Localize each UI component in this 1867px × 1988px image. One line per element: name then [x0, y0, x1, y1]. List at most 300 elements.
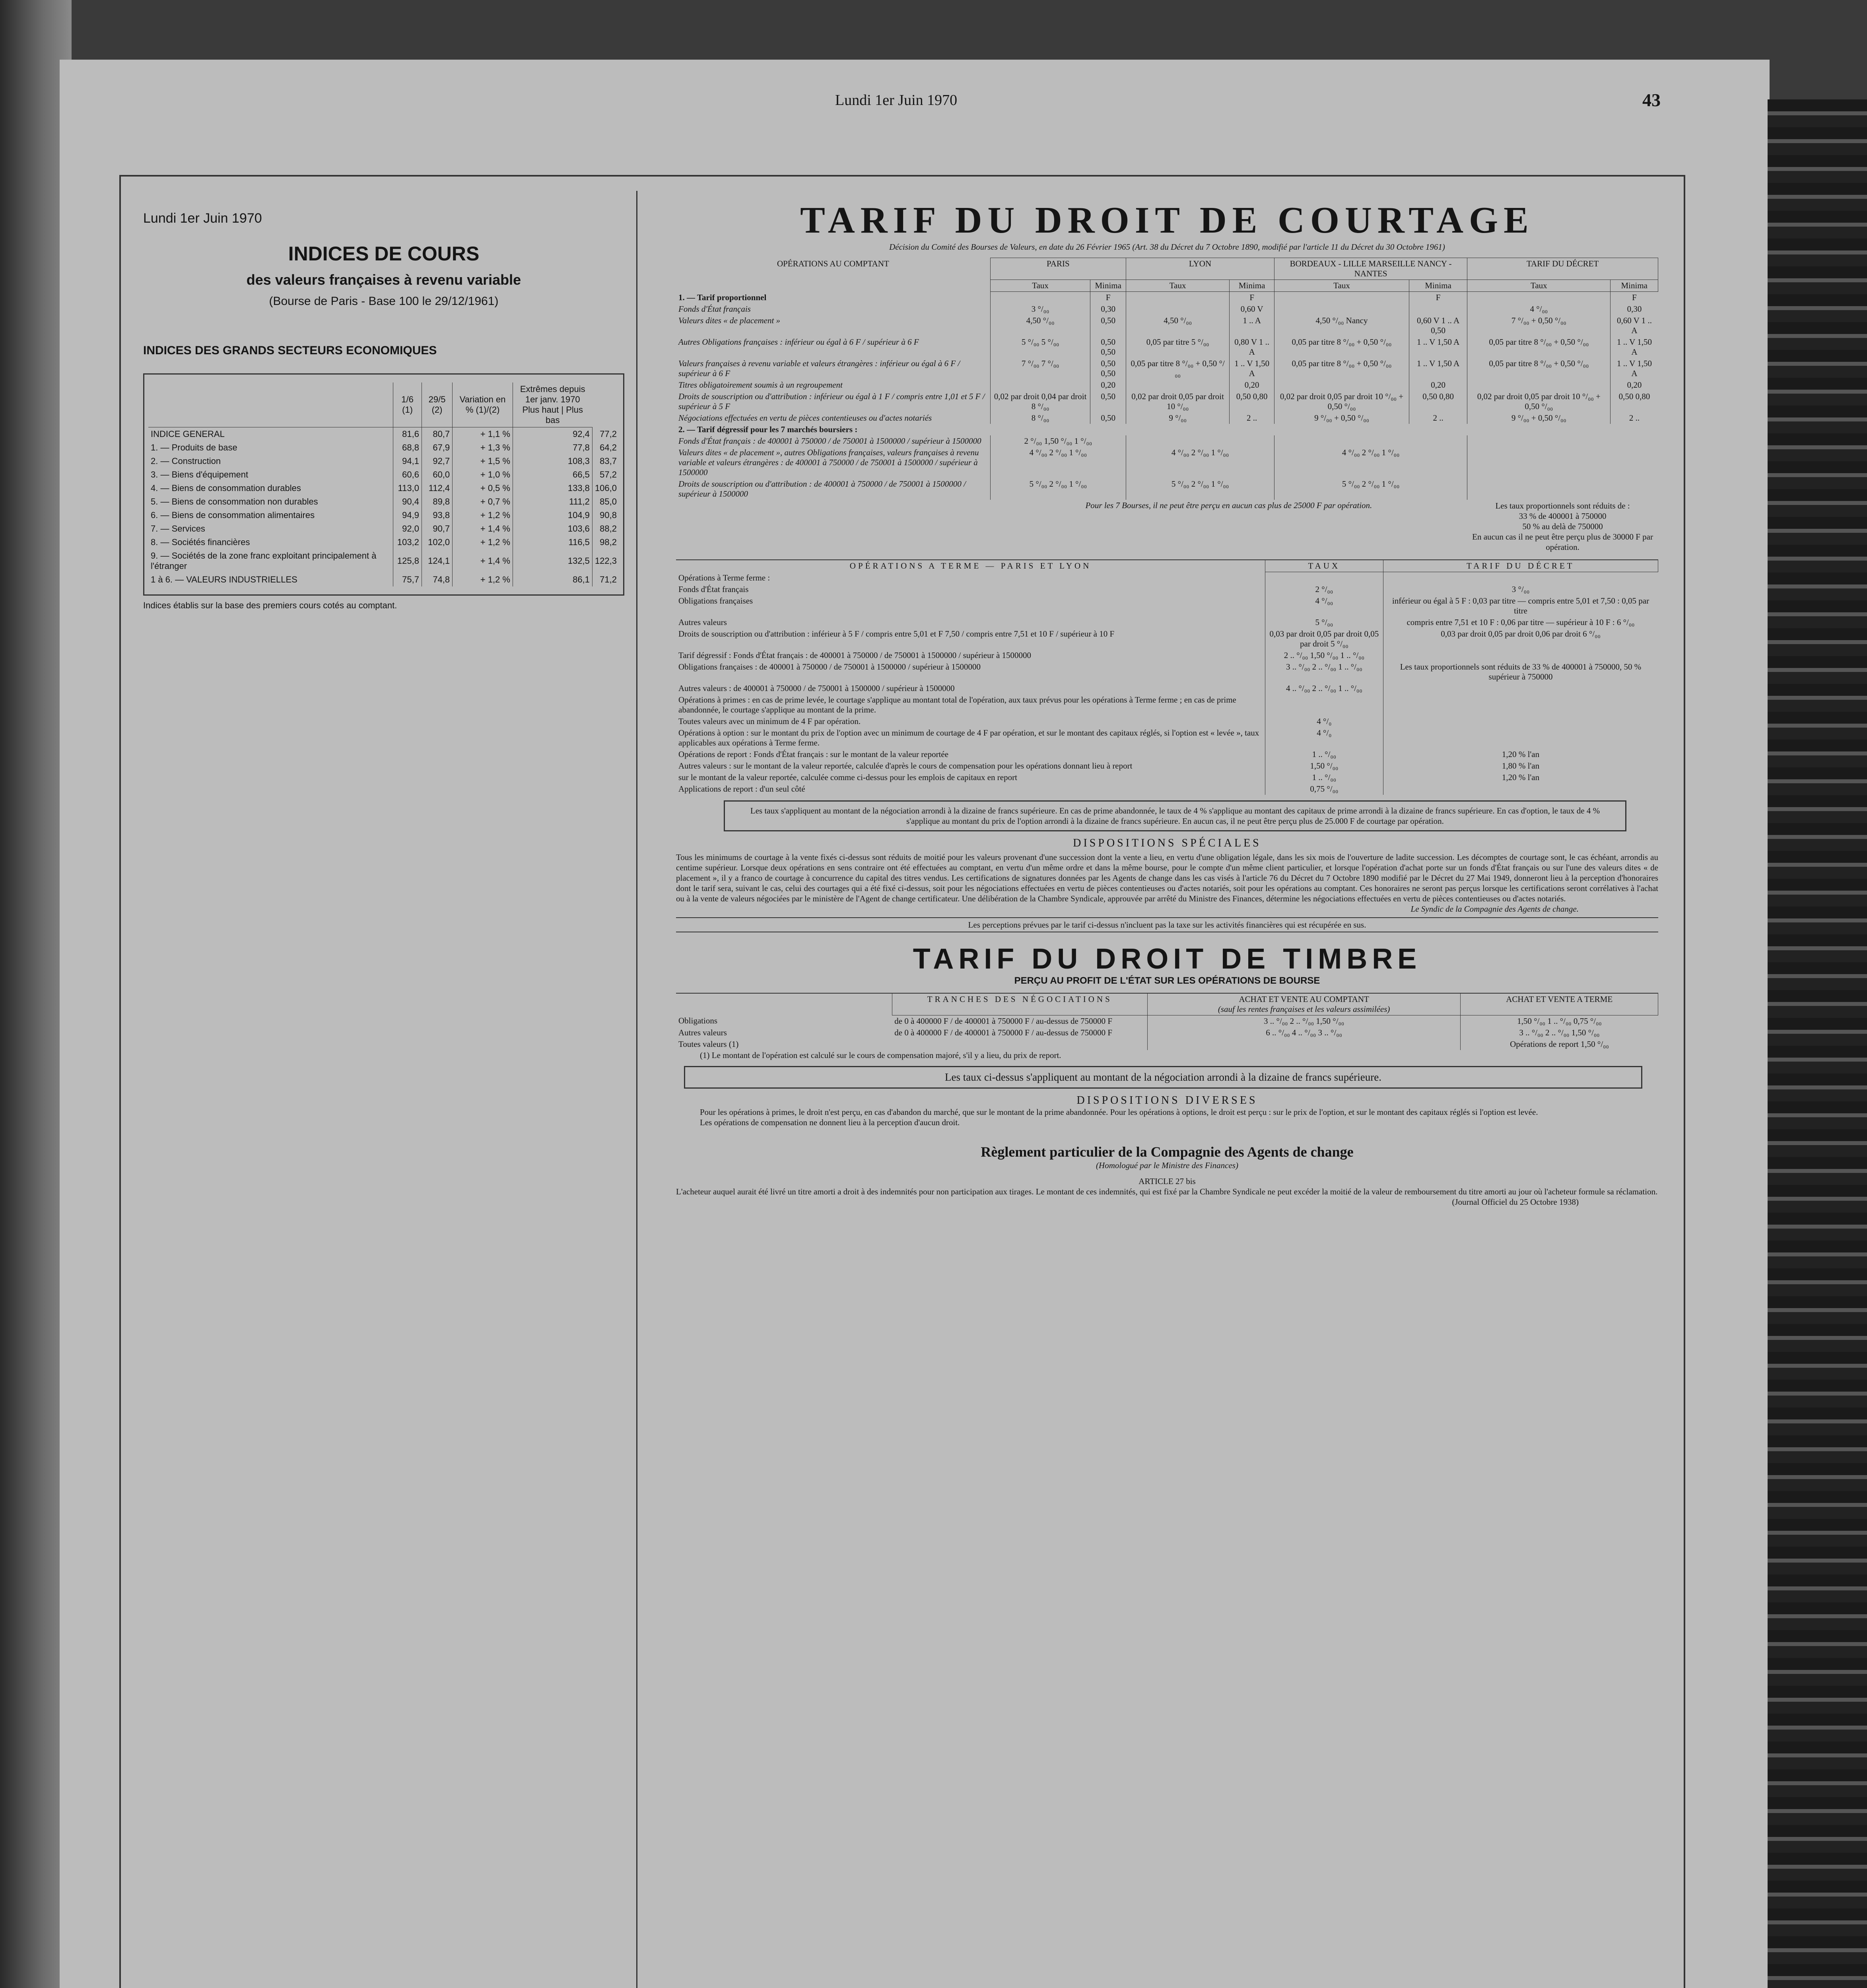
proportional-row	[676, 391, 1658, 412]
terme-decret: 1,80 % l'an	[1383, 760, 1658, 772]
deg-bordeaux: 4 °/₀₀ 2 °/₀₀ 1 °/₀₀	[1274, 447, 1467, 478]
th-label	[148, 382, 393, 427]
timbre-comptant	[1147, 1039, 1461, 1050]
row-v2: 92,7	[422, 454, 452, 468]
row-var: + 1,4 %	[453, 549, 513, 573]
indices-table-body	[148, 427, 619, 587]
timbre-row	[676, 1015, 1658, 1027]
prop-pm: 0,50 0,50	[1090, 358, 1126, 379]
row-hi: 108,3	[513, 454, 593, 468]
terme-label: Applications de report : d'un seul côté	[678, 784, 805, 794]
terme-row	[676, 727, 1658, 749]
row-hi: 92,4	[513, 427, 593, 441]
terme-row	[676, 716, 1658, 727]
terme-taux: 4 .. °/₀₀ 2 .. °/₀₀ 1 .. °/₀₀	[1265, 683, 1383, 694]
terme-col-taux: TAUX	[1265, 560, 1383, 572]
col-lyon: LYON	[1126, 258, 1274, 280]
terme-row	[676, 661, 1658, 683]
degressive-row	[676, 435, 1658, 447]
terme-decret	[1383, 783, 1658, 795]
prop-b	[1274, 379, 1409, 391]
disp-speciales-title: DISPOSITIONS SPÉCIALES	[1073, 837, 1261, 849]
prop-bm: 0,60 V 1 .. A 0,50	[1409, 315, 1467, 336]
row-v1: 75,7	[393, 573, 422, 586]
terme-label: Autres valeurs : de 400001 à 750000 / de 750001 à 1500000 / supérieur à 1500000	[678, 683, 955, 693]
prop-dm: 0,30	[1611, 303, 1658, 315]
row-hi: 103,6	[513, 522, 593, 536]
prop-b: 9 °/₀₀ + 0,50 °/₀₀	[1274, 412, 1409, 424]
binding-spine	[1768, 99, 1867, 1988]
col-paris: PARIS	[990, 258, 1126, 280]
timbre-th-blank	[676, 993, 892, 1015]
row-var: + 1,4 %	[453, 522, 513, 536]
f-unit-spacer-2	[1126, 292, 1229, 304]
prop-p: 8 °/₀₀	[990, 412, 1090, 424]
terme-title: OPÉRATIONS A TERME — PARIS ET LYON	[849, 561, 1092, 571]
row-lo: 98,2	[592, 536, 619, 549]
terme-taux: 1,50 °/₀₀	[1265, 760, 1383, 772]
indices-footnote: Indices établis sur la base des premiers cours cotés au comptant.	[143, 600, 397, 610]
f-unit-spacer-1	[990, 292, 1090, 304]
disp-signature: Le Syndic de la Compagnie des Agents de change.	[1410, 904, 1579, 914]
terme-label: Obligations françaises	[678, 596, 753, 606]
terme-row	[676, 584, 1658, 595]
proportional-row	[676, 412, 1658, 424]
prop-d: 0,05 par titre 8 °/₀₀ + 0,50 °/₀₀	[1467, 358, 1611, 379]
section-heading: INDICES DES GRANDS SECTEURS ECONOMIQUES	[143, 344, 437, 357]
timbre-terme: 3 .. °/₀₀ 2 .. °/₀₀ 1,50 °/₀₀	[1461, 1027, 1658, 1039]
col-decret: TARIF DU DÉCRET	[1467, 258, 1658, 280]
prop-d: 4 °/₀₀	[1467, 303, 1611, 315]
row-lo: 106,0	[592, 481, 619, 495]
h-min-2: Minima	[1230, 280, 1274, 292]
prop-p	[990, 379, 1090, 391]
timbre-box: Les taux ci-dessus s'appliquent au montant de la négociation arrondi à la dizaine de francs supérieure.	[684, 1066, 1642, 1089]
terme-rows	[676, 572, 1658, 795]
indices-row	[148, 481, 619, 495]
prop-lm: 0,80 V 1 .. A	[1230, 336, 1274, 358]
prop-bm: 0,20	[1409, 379, 1467, 391]
timbre-terme: Opérations de report 1,50 °/₀₀	[1461, 1039, 1658, 1050]
note-7-bourses: Pour les 7 Bourses, il ne peut être perçu en aucun cas plus de 25000 F par opération.	[1085, 501, 1372, 510]
reglement-text: L'acheteur auquel aurait été livré un titre amorti a droit à des indemnités pour non participation aux tirages. Le montant de ces indemnités, qui est fixé par la Chambre Syndicale ne peut excéder la moitié de la valeur de remboursement du titre amorti au jour où l'acheteur formule sa réclamation.	[676, 1186, 1658, 1196]
indices-row	[148, 468, 619, 481]
prop-dm: 0,20	[1611, 379, 1658, 391]
h-taux-1: Taux	[990, 280, 1090, 292]
decret-note-3: 50 % au delà de 750000	[1522, 522, 1603, 531]
row-lo: 122,3	[592, 549, 619, 573]
column-divider	[636, 191, 637, 1988]
prop-bm: 2 ..	[1409, 412, 1467, 424]
row-v1: 113,0	[393, 481, 422, 495]
deg-lyon: 4 °/₀₀ 2 °/₀₀ 1 °/₀₀	[1126, 447, 1274, 478]
row-var: + 1,2 %	[453, 573, 513, 586]
row-label: 3. — Biens d'équipement	[151, 470, 249, 480]
timbre-col-note: (sauf les rentes françaises et les valeurs assimilées)	[1218, 1004, 1390, 1014]
terme-label: Opérations à primes : en cas de prime levée, le courtage s'applique au montant total de l'opération, aux taux prévus pour les opérations à Terme ferme ; en cas de prime abandonnée, le courtage s'applique au montant de la prime.	[678, 695, 1236, 714]
h-min-3: Minima	[1409, 280, 1467, 292]
timbre-label: Toutes valeurs (1)	[678, 1039, 739, 1049]
th-var: Variation en % (1)/(2)	[453, 382, 513, 427]
deg-label: Valeurs dites « de placement », autres Obligations françaises, valeurs françaises à revenu variable et valeurs étrangères : de 400001 à 750000 / de 750001 à 1500000 / supérieur à 1500000	[678, 448, 979, 477]
h-taux-3: Taux	[1274, 280, 1409, 292]
row-lo: 83,7	[592, 454, 619, 468]
row-lo: 64,2	[592, 441, 619, 454]
row-v2: 90,7	[422, 522, 452, 536]
courtage-decision: Décision du Comité des Bourses de Valeurs, en date du 26 Février 1965 (Art. 38 du Décret du 7 Octobre 1890, modifié par l'article 11 du Décret du 30 Octobre 1961)	[889, 242, 1445, 252]
row-v2: 93,8	[422, 509, 452, 522]
row-label: 1 à 6. — VALEURS INDUSTRIELLES	[151, 575, 297, 584]
prop-dm: 0,60 V 1 .. A	[1611, 315, 1658, 336]
terme-decret: 1,20 % l'an	[1383, 749, 1658, 760]
row-hi: 116,5	[513, 536, 593, 549]
prop-lm: 0,20	[1230, 379, 1274, 391]
running-header-date: Lundi 1er Juin 1970	[835, 92, 958, 109]
disp-speciales-text: Tous les minimums de courtage à la vente fixés ci-dessus sont réduits de moitié pour les valeurs provenant d'une succession dont la vente a lieu, en vertu d'une obligation légale, dans les six mois de l'ouverture de ladite succession. Les décomptes de courtage sont, le cas échéant, arrondis au centime supérieur. Lorsque deux opérations en sens contraire ont été effectuées au comptant, en vertu d'un même ordre et dans la même bourse, pour le compte d'un même client particulier, et lorsque l'opération d'achat porte sur un fonds d'État français ou sur l'une des valeurs dites « de placement », il y a franco de courtage à concurrence du capital des titres vendus. Les certifications de signatures données par les Agents de change dans les cas visés à l'article 76 du Décret du 7 Octobre 1890 modifié par le Décret du 27 Mai 1949, donneront lieu à la perception d'honoraires dont le tarif sera, suivant le cas, celui des courtages qui a été fixé ci-dessus, soit pour les négociations effectuées en vertu de pièces contentieuses ou d'actes notariés, soit pour les opérations au comptant. Ces honoraires ne seront pas perçus lorsque les certifications seront corrélatives à l'achat ou à la vente de valeurs négociées par le ministère de l'Agent de change certificateur. Une délibération de la Chambre Syndicale, approuvée par arrêté du Ministre des Finances, détermine les négociations effectuées en vertu de pièces contentieuses ou d'actes notariés.	[676, 852, 1658, 903]
note7-spacer	[676, 500, 990, 553]
timbre-tranches: de 0 à 400000 F / de 400001 à 750000 F / au-dessus de 750000 F	[894, 1027, 1112, 1037]
prop-b	[1274, 303, 1409, 315]
row-hi: 133,8	[513, 481, 593, 495]
row-v1: 81,6	[393, 427, 422, 441]
indices-row	[148, 573, 619, 586]
indices-row	[148, 454, 619, 468]
row-v1: 92,0	[393, 522, 422, 536]
deg-decret	[1467, 435, 1658, 447]
deg-paris: 4 °/₀₀ 2 °/₀₀ 1 °/₀₀	[990, 447, 1126, 478]
prop-l: 0,02 par droit 0,05 par droit 10 °/₀₀	[1126, 391, 1229, 412]
terme-label: Toutes valeurs avec un minimum de 4 F par opération.	[678, 716, 861, 726]
prop-bm: 1 .. V 1,50 A	[1409, 358, 1467, 379]
deg-lyon	[1126, 435, 1274, 447]
prop-pm: 0,50	[1090, 315, 1126, 336]
row-lo: 88,2	[592, 522, 619, 536]
proportional-row	[676, 303, 1658, 315]
terme-decret: Les taux proportionnels sont réduits de 33 % de 400001 à 750000, 50 % supérieur à 750000	[1383, 661, 1658, 683]
f-unit-spacer-3	[1274, 292, 1409, 304]
prop-d: 0,02 par droit 0,05 par droit 10 °/₀₀ + 0,50 °/₀₀	[1467, 391, 1611, 412]
terme-decret	[1383, 694, 1658, 716]
proportional-rows	[676, 303, 1658, 424]
row-v1: 94,1	[393, 454, 422, 468]
timbre-footnote: (1) Le montant de l'opération est calculé sur le cours de compensation majoré, s'il y a lieu, du prix de report.	[700, 1050, 1061, 1060]
timbre-subtitle: PERÇU AU PROFIT DE L'ÉTAT SUR LES OPÉRATIONS DE BOURSE	[1014, 975, 1320, 986]
terme-taux: 1 .. °/₀₀	[1265, 749, 1383, 760]
terme-row	[676, 628, 1658, 650]
prop-lm: 1 .. A	[1230, 315, 1274, 336]
timbre-col-tranches: TRANCHES DES NÉGOCIATIONS	[892, 993, 1147, 1015]
comptant-table	[676, 258, 1658, 553]
terme-taux: 0,03 par droit 0,05 par droit 0,05 par droit 5 °/₀₀	[1265, 628, 1383, 650]
column-date: Lundi 1er Juin 1970	[143, 211, 262, 226]
row-v1: 60,6	[393, 468, 422, 481]
f-unit-3: F	[1409, 292, 1467, 304]
indices-column	[143, 211, 624, 611]
prop-label: Valeurs françaises à revenu variable et valeurs étrangères : inférieur ou égal à 6 F / supérieur à 6 F	[678, 359, 960, 378]
prop-label: Fonds d'État français	[678, 304, 751, 314]
row-label: 8. — Sociétés financières	[151, 537, 250, 547]
h-taux-2: Taux	[1126, 280, 1229, 292]
row-label: 1. — Produits de base	[151, 443, 237, 452]
prop-b: 0,05 par titre 8 °/₀₀ + 0,50 °/₀₀	[1274, 358, 1409, 379]
proportional-row	[676, 379, 1658, 391]
row-hi: 132,5	[513, 549, 593, 573]
prop-bm: 0,50 0,80	[1409, 391, 1467, 412]
prop-lm: 1 .. V 1,50 A	[1230, 358, 1274, 379]
row-v2: 124,1	[422, 549, 452, 573]
terme-decret: compris entre 7,51 et 10 F : 0,06 par titre — supérieur à 10 F : 6 °/₀₀	[1383, 617, 1658, 628]
row-label: INDICE GENERAL	[151, 429, 225, 439]
degressive-row	[676, 478, 1658, 500]
row-v2: 67,9	[422, 441, 452, 454]
terme-row	[676, 595, 1658, 617]
row-hi: 86,1	[513, 573, 593, 586]
deg-decret	[1467, 447, 1658, 478]
row-hi: 104,9	[513, 509, 593, 522]
f-unit-spacer-4	[1467, 292, 1611, 304]
indices-row	[148, 427, 619, 441]
timbre-tranches	[892, 1039, 1147, 1050]
deg-paris: 5 °/₀₀ 2 °/₀₀ 1 °/₀₀	[990, 478, 1126, 500]
disp-diverses-title: DISPOSITIONS DIVERSES	[1076, 1094, 1258, 1107]
decret-note-4: En aucun cas il ne peut être perçu plus de 30000 F par opération.	[1472, 532, 1653, 552]
timbre-col-comptant	[1147, 993, 1461, 1015]
row-var: + 1,5 %	[453, 454, 513, 468]
timbre-table	[676, 993, 1658, 1050]
decret-note-1: Les taux proportionnels sont réduits de :	[1495, 501, 1630, 511]
timbre-terme: 1,50 °/₀₀ 1 .. °/₀₀ 0,75 °/₀₀	[1461, 1015, 1658, 1027]
prop-b: 0,02 par droit 0,05 par droit 10 °/₀₀ + 0,50 °/₀₀	[1274, 391, 1409, 412]
terme-decret: 0,03 par droit 0,05 par droit 0,06 par droit 6 °/₀₀	[1383, 628, 1658, 650]
deg-bordeaux	[1274, 435, 1467, 447]
timbre-comptant: 3 .. °/₀₀ 2 .. °/₀₀ 1,50 °/₀₀	[1147, 1015, 1461, 1027]
row-v2: 74,8	[422, 573, 452, 586]
terme-note-box: Les taux s'appliquent au montant de la négociation arrondi à la dizaine de francs supérieure. En cas de prime abandonnée, le taux de 4 % s'applique au montant des capitaux de prime arrondi à la dizaine de francs supérieure. En cas d'option, le taux de 4 % s'applique au montant du prix de l'option arrondi à la dizaine de francs supérieure. En aucun cas, il ne peut être perçu plus de 25.000 F de courtage par opération.	[724, 800, 1626, 831]
prop-d: 0,05 par titre 8 °/₀₀ + 0,50 °/₀₀	[1467, 336, 1611, 358]
prop-dm: 1 .. V 1,50 A	[1611, 358, 1658, 379]
timbre-title: TARIF DU DROIT DE TIMBRE	[913, 943, 1422, 975]
terme-row	[676, 772, 1658, 783]
degressive-rows	[676, 435, 1658, 500]
terme-row	[676, 683, 1658, 694]
terme-taux: 4 °/₀	[1265, 727, 1383, 749]
indices-subtitle: des valeurs françaises à revenu variable	[246, 272, 521, 288]
terme-taux	[1265, 572, 1383, 584]
row-label: 5. — Biens de consommation non durables	[151, 497, 318, 507]
prop-p: 7 °/₀₀ 7 °/₀₀	[990, 358, 1090, 379]
row-var: + 1,1 %	[453, 427, 513, 441]
timbre-row	[676, 1039, 1658, 1050]
row-v1: 90,4	[393, 495, 422, 509]
h-min-1: Minima	[1090, 280, 1126, 292]
prop-pm: 0,50	[1090, 412, 1126, 424]
proportional-row	[676, 358, 1658, 379]
indices-table-box	[143, 373, 624, 596]
th-extremes-label: Extrêmes depuis 1er janv. 1970	[520, 384, 585, 404]
prop-lm: 0,50 0,80	[1230, 391, 1274, 412]
prop-label: Titres obligatoirement soumis à un regroupement	[678, 380, 843, 390]
timbre-label: Autres valeurs	[678, 1027, 727, 1037]
proportional-row	[676, 336, 1658, 358]
row-v2: 102,0	[422, 536, 452, 549]
row-var: + 0,5 %	[453, 481, 513, 495]
terme-row	[676, 572, 1658, 584]
prop-pm: 0,30	[1090, 303, 1126, 315]
terme-label: sur le montant de la valeur reportée, calculée comme ci-dessus pour les emplois de capitaux en report	[678, 772, 1017, 782]
terme-label: Obligations françaises : de 400001 à 750000 / de 750001 à 1500000 / supérieur à 1500000	[678, 662, 981, 672]
prop-p: 5 °/₀₀ 5 °/₀₀	[990, 336, 1090, 358]
terme-label: Tarif dégressif : Fonds d'État français : de 400001 à 750000 / de 750001 à 1500000 / supérieur à 1500000	[678, 650, 1032, 660]
h-taux-4: Taux	[1467, 280, 1611, 292]
prop-l	[1126, 379, 1229, 391]
terme-taux: 2 .. °/₀₀ 1,50 °/₀₀ 1 .. °/₀₀	[1265, 650, 1383, 661]
indices-row	[148, 549, 619, 573]
terme-label: Opérations à Terme ferme :	[678, 573, 770, 582]
prop-l: 9 °/₀₀	[1126, 412, 1229, 424]
row-hi: 66,5	[513, 468, 593, 481]
ops-comptant-heading: OPÉRATIONS AU COMPTANT	[777, 258, 889, 268]
terme-label: Opérations de report : Fonds d'État français : sur le montant de la valeur reportée	[678, 749, 949, 759]
terme-decret	[1383, 727, 1658, 749]
row-var: + 0,7 %	[453, 495, 513, 509]
deg-paris: 2 °/₀₀ 1,50 °/₀₀ 1 °/₀₀	[990, 435, 1126, 447]
reglement-source: (Journal Officiel du 25 Octobre 1938)	[1452, 1197, 1579, 1207]
th-extremes: Extrêmes depuis 1er janv. 1970 Plus haut | Plus bas	[513, 382, 593, 427]
prop-dm: 1 .. V 1,50 A	[1611, 336, 1658, 358]
h-min-4: Minima	[1611, 280, 1658, 292]
prop-label: Valeurs dites « de placement »	[678, 316, 781, 325]
prop-l: 0,05 par titre 8 °/₀₀ + 0,50 °/₀₀	[1126, 358, 1229, 379]
row-label: 7. — Services	[151, 524, 205, 534]
prop-d: 7 °/₀₀ + 0,50 °/₀₀	[1467, 315, 1611, 336]
reglement-article: ARTICLE 27 bis	[1138, 1176, 1196, 1186]
prop-dm: 0,50 0,80	[1611, 391, 1658, 412]
row-var: + 1,3 %	[453, 441, 513, 454]
timbre-rows	[676, 1015, 1658, 1050]
indices-row	[148, 522, 619, 536]
prop-pm: 0,50 0,50	[1090, 336, 1126, 358]
row-v1: 103,2	[393, 536, 422, 549]
row-lo: 71,2	[592, 573, 619, 586]
row-v2: 80,7	[422, 427, 452, 441]
terme-row	[676, 783, 1658, 795]
timbre-label: Obligations	[678, 1016, 717, 1025]
timbre-comptant: 6 .. °/₀₀ 4 .. °/₀₀ 3 .. °/₀₀	[1147, 1027, 1461, 1039]
col-bordeaux: BORDEAUX - LILLE MARSEILLE NANCY - NANTES	[1274, 258, 1467, 280]
th-lo: Plus bas	[546, 405, 583, 425]
deg-lyon: 5 °/₀₀ 2 °/₀₀ 1 °/₀₀	[1126, 478, 1274, 500]
indices-base: (Bourse de Paris - Base 100 le 29/12/1961)	[269, 295, 499, 308]
row-v2: 89,8	[422, 495, 452, 509]
terme-decret	[1383, 716, 1658, 727]
prop-bm: 1 .. V 1,50 A	[1409, 336, 1467, 358]
prop-lm: 2 ..	[1230, 412, 1274, 424]
row-hi: 77,8	[513, 441, 593, 454]
row-lo: 85,0	[592, 495, 619, 509]
th-v1: 1/6 (1)	[393, 382, 422, 427]
prop-label: Autres Obligations françaises : inférieur ou égal à 6 F / supérieur à 6 F	[678, 337, 919, 347]
terme-row	[676, 650, 1658, 661]
terme-table	[676, 559, 1658, 795]
terme-taux: 5 °/₀₀	[1265, 617, 1383, 628]
deg-bordeaux: 5 °/₀₀ 2 °/₀₀ 1 °/₀₀	[1274, 478, 1467, 500]
row-v1: 125,8	[393, 549, 422, 573]
terme-decret	[1383, 572, 1658, 584]
s2-heading: 2. — Tarif dégressif pour les 7 marchés boursiers :	[678, 425, 858, 434]
courtage-title: TARIF DU DROIT DE COURTAGE	[800, 200, 1534, 241]
prop-bm	[1409, 303, 1467, 315]
terme-decret: 1,20 % l'an	[1383, 772, 1658, 783]
terme-label: Autres valeurs	[678, 617, 727, 627]
prop-p: 3 °/₀₀	[990, 303, 1090, 315]
f-unit-1: F	[1090, 292, 1126, 304]
terme-decret: inférieur ou égal à 5 F : 0,03 par titre — compris entre 5,01 et 7,50 : 0,05 par titre	[1383, 595, 1658, 617]
indices-title: INDICES DE COURS	[288, 243, 480, 265]
proportional-row	[676, 315, 1658, 336]
page-number: 43	[1642, 90, 1661, 110]
prop-lm: 0,60 V	[1230, 303, 1274, 315]
prop-dm: 2 ..	[1611, 412, 1658, 424]
prop-p: 4,50 °/₀₀	[990, 315, 1090, 336]
prop-label: Négociations effectuées en vertu de pièces contentieuses ou d'actes notariés	[678, 413, 932, 423]
row-label: 6. — Biens de consommation alimentaires	[151, 510, 315, 520]
prop-l: 4,50 °/₀₀	[1126, 315, 1229, 336]
terme-taux: 0,75 °/₀₀	[1265, 783, 1383, 795]
f-unit-2: F	[1230, 292, 1274, 304]
tariffs-column	[676, 199, 1658, 1207]
terme-label: Opérations à option : sur le montant du prix de l'option avec un minimum de courtage de 4 F par opération, et sur le montant des capitaux réglés, si l'option est « levée », taux applicables aux opérations à Terme ferme.	[678, 728, 1259, 747]
row-var: + 1,0 %	[453, 468, 513, 481]
terme-row	[676, 617, 1658, 628]
row-var: + 1,2 %	[453, 509, 513, 522]
deg-label: Droits de souscription ou d'attribution : de 400001 à 750000 / de 750001 à 1500000 / supérieur à 1500000	[678, 479, 966, 499]
prop-l: 0,05 par titre 5 °/₀₀	[1126, 336, 1229, 358]
prop-label: Droits de souscription ou d'attribution : inférieur ou égal à 1 F / compris entre 1,01 et 5 F / supérieur à 5 F	[678, 392, 985, 411]
row-label: 2. — Construction	[151, 456, 221, 466]
terme-taux	[1265, 694, 1383, 716]
timbre-col-comptant-label: ACHAT ET VENTE AU COMPTANT	[1239, 994, 1369, 1004]
deg-decret	[1467, 478, 1658, 500]
terme-taux: 2 °/₀₀	[1265, 584, 1383, 595]
terme-taux: 3 .. °/₀₀ 2 .. °/₀₀ 1 .. °/₀₀	[1265, 661, 1383, 683]
terme-label: Droits de souscription ou d'attribution : inférieur à 5 F / compris entre 5,01 et F 7,50 / compris entre 7,51 et 10 F / supérieur à 10 F	[678, 629, 1115, 639]
row-hi: 111,2	[513, 495, 593, 509]
th-hi: Plus haut	[522, 405, 559, 415]
decret-notes	[1467, 500, 1658, 553]
terme-row	[676, 749, 1658, 760]
reglement-title: Règlement particulier de la Compagnie des Agents de change	[981, 1143, 1354, 1160]
timbre-row	[676, 1027, 1658, 1039]
indices-row	[148, 495, 619, 509]
s1-heading: 1. — Tarif proportionnel	[678, 292, 767, 302]
reglement-subtitle: (Homologué par le Ministre des Finances)	[1096, 1160, 1238, 1170]
deg-label: Fonds d'État français : de 400001 à 750000 / de 750001 à 1500000 / supérieur à 1500000	[678, 436, 981, 446]
terme-decret	[1383, 683, 1658, 694]
prop-l	[1126, 303, 1229, 315]
prop-pm: 0,20	[1090, 379, 1126, 391]
terme-taux: 4 °/₀₀	[1265, 595, 1383, 617]
row-label: 9. — Sociétés de la zone franc exploitant principalement à l'étranger	[151, 551, 377, 571]
indices-row	[148, 441, 619, 454]
indices-table	[148, 382, 619, 586]
terme-row	[676, 760, 1658, 772]
prop-b: 4,50 °/₀₀ Nancy	[1274, 315, 1409, 336]
row-lo: 90,8	[592, 509, 619, 522]
row-v2: 60,0	[422, 468, 452, 481]
terme-label: Autres valeurs : sur le montant de la valeur reportée, calculée d'après le cours de compensation pour les opérations donnant lieu à report	[678, 761, 1133, 771]
terme-row	[676, 694, 1658, 716]
prop-d: 9 °/₀₀ + 0,50 °/₀₀	[1467, 412, 1611, 424]
